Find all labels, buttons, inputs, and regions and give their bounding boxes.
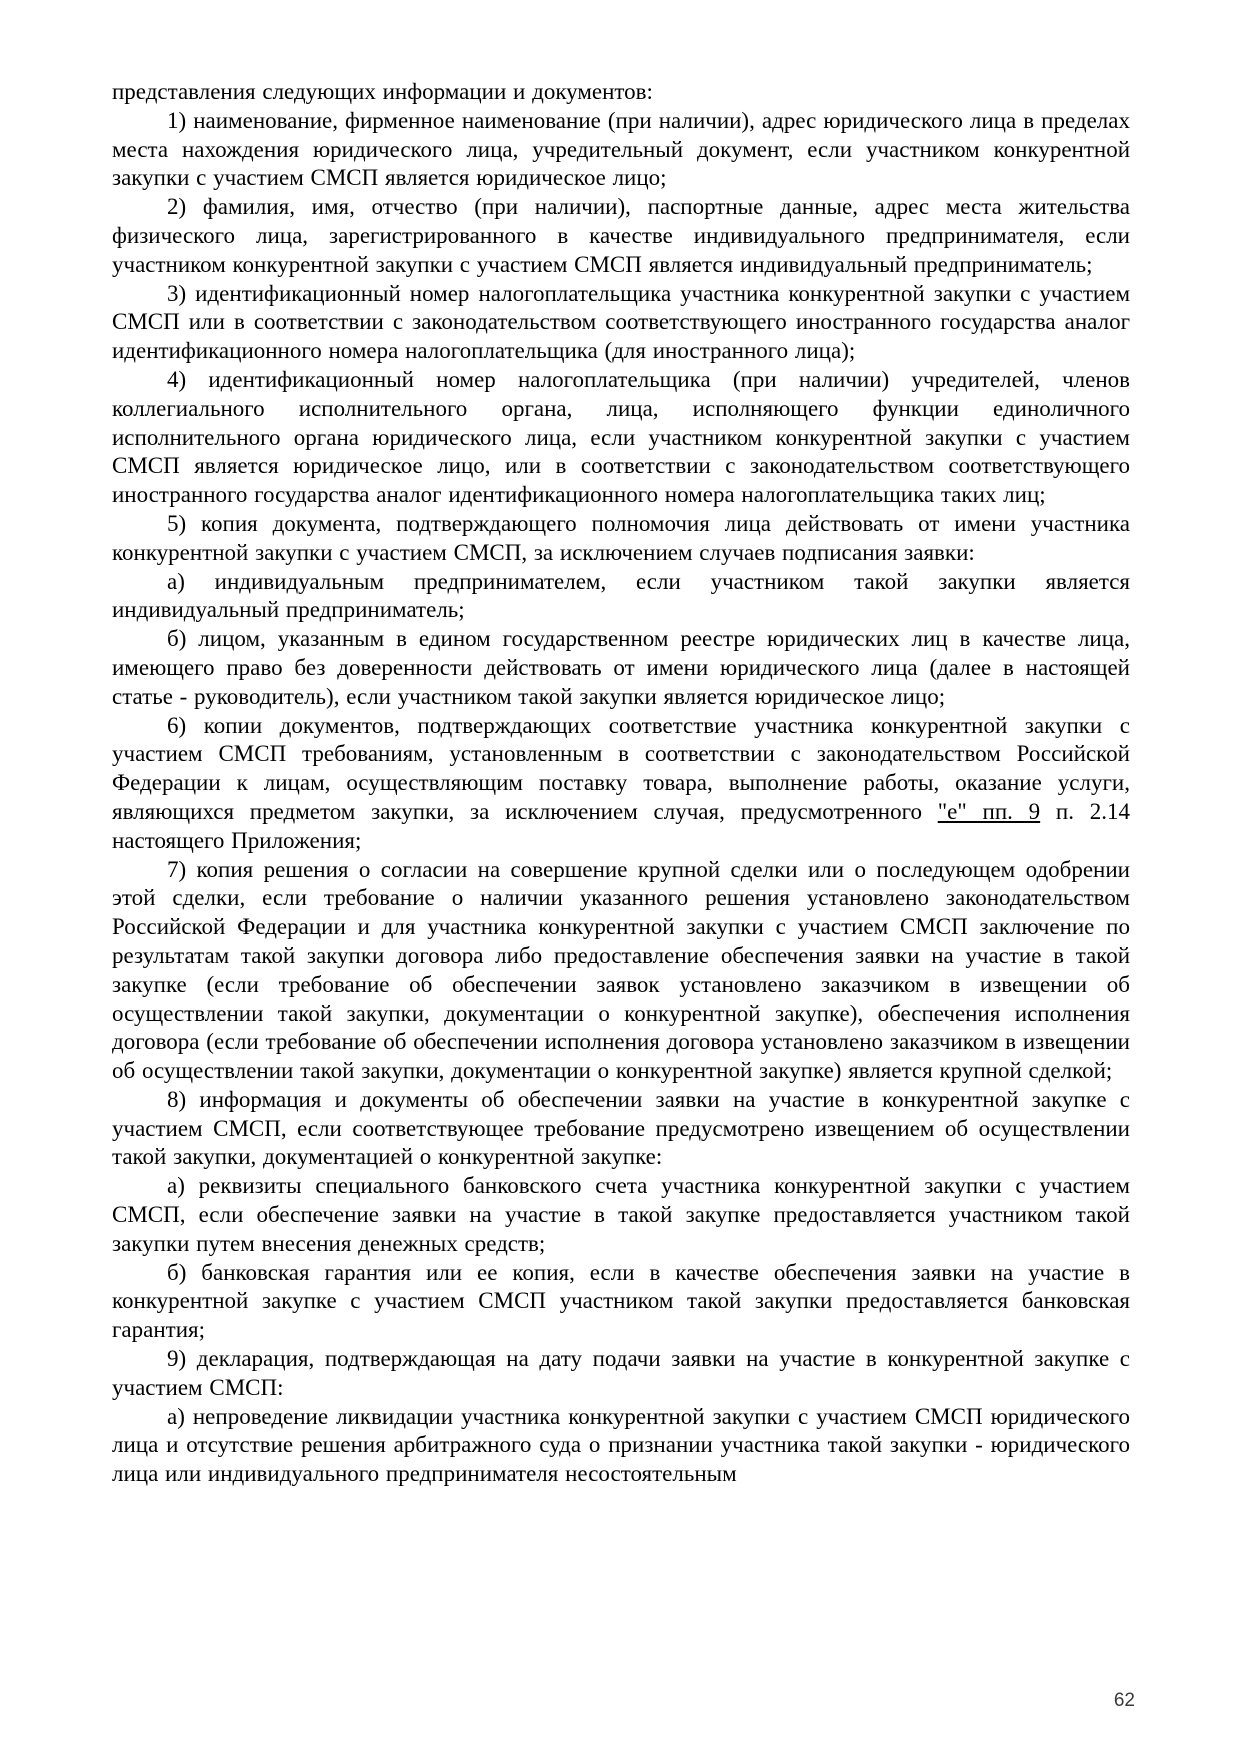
paragraph-item-9: 9) декларация, подтверждающая на дату подачи заявки на участие в конкурентной закупке с участием СМСП:: [112, 1346, 1130, 1400]
reference-link-e-pp9[interactable]: "е" пп. 9: [937, 798, 1041, 824]
paragraph-item-5: 5) копия документа, подтверждающего полномочия лица действовать от имени участника конкурентной закупки с участием СМСП, за исключением случаев подписания заявки:: [112, 510, 1130, 565]
paragraph-item-8: 8) информация и документы об обеспечении заявки на участие в конкурентной закупке с участием СМСП, если соответствующее требование предусмотрено извещением об осуществлении такой закупки, документацией о конкурентной закупке:: [112, 1086, 1130, 1170]
paragraph-item-2: 2) фамилия, имя, отчество (при наличии), паспортные данные, адрес места жительства физического лица, зарегистрированного в качестве индивидуального предпринимателя, если участником конкурентной закупки с участием СМСП является индивидуальный предприниматель;: [112, 194, 1130, 277]
page-number: 62: [1113, 1690, 1135, 1711]
paragraph-item-6-text-before: 6) копии документов, подтверждающих соответствие участника конкурентной закупки с участием СМСП требованиям, установленным в соответствии с законодательством Российской Федерации к лицам, осуществляющим поставку товара, выполнение работы, оказание услуги, являющихся предметом закупки, за исключением случая, предусмотренного: [112, 712, 1130, 824]
paragraph-item-1: 1) наименование, фирменное наименование (при наличии), адрес юридического лица в пределах места нахождения юридического лица, учредительный документ, если участником конкурентной закупки с участием СМСП является юридическое лицо;: [112, 107, 1130, 191]
paragraph-item-8b: б) банковская гарантия или ее копия, если в качестве обеспечения заявки на участие в конкурентной закупке с участием СМСП участником такой закупки предоставляется банковская гарантия;: [112, 1259, 1130, 1343]
paragraph-item-7: 7) копия решения о согласии на совершение крупной сделки или о последующем одобрении этой сделки, если требование о наличии указанного решения установлено законодательством Российской Федерации и для участника конкурентной закупки с участием СМСП заключение по результатам такой закупки договора либо предоставление обеспечения заявки на участие в такой закупке (если требование об обеспечении заявок установлено заказчиком в извещении об осуществлении такой закупки, документации о конкурентной закупке), обеспечения исполнения договора (если требование об обеспечении исполнения договора установлено заказчиком в извещении об осуществлении такой закупки, документации о конкурентной закупке) является крупной сделкой;: [112, 856, 1130, 1084]
text-block: [112, 78, 1130, 1489]
paragraph-item-9a: а) непроведение ликвидации участника конкурентной закупки с участием СМСП юридического лица и отсутствие решения арбитражного суда о признании участника такой закупки - юридического лица или индивидуального предпринимателя несостоятельным: [112, 1403, 1130, 1487]
paragraph-item-4: 4) идентификационный номер налогоплательщика (при наличии) учредителей, членов коллегиального исполнительного органа, лица, исполняющего функции единоличного исполнительного органа юридического лица, если участником конкурентной закупки с участием СМСП является юридическое лицо, или в соответствии с законодательством соответствующего иностранного государства аналог идентификационного номера налогоплательщика таких лиц;: [112, 366, 1130, 508]
paragraph-item-6-text-after: п. 2.14 настоящего Приложения;: [112, 798, 1131, 853]
paragraph-item-6: [112, 712, 1130, 856]
paragraph-intro: представления следующих информации и документов:: [112, 79, 653, 104]
paragraph-item-5a: а) индивидуальным предпринимателем, если участником такой закупки является индивидуальный предприниматель;: [112, 568, 1130, 623]
paragraph-item-8a: а) реквизиты специального банковского счета участника конкурентной закупки с участием СМСП, если обеспечение заявки на участие в такой закупке предоставляется участником такой закупки путем внесения денежных средств;: [112, 1173, 1130, 1256]
paragraph-item-5b: б) лицом, указанным в едином государственном реестре юридических лиц в качестве лица, имеющего право без доверенности действовать от имени юридического лица (далее в настоящей статье - руководитель), если участником такой закупки является юридическое лицо;: [112, 626, 1130, 709]
paragraph-item-3: 3) идентификационный номер налогоплательщика участника конкурентной закупки с участием СМСП или в соответствии с законодательством соответствующего иностранного государства аналог идентификационного номера налогоплательщика (для иностранного лица);: [112, 280, 1130, 364]
